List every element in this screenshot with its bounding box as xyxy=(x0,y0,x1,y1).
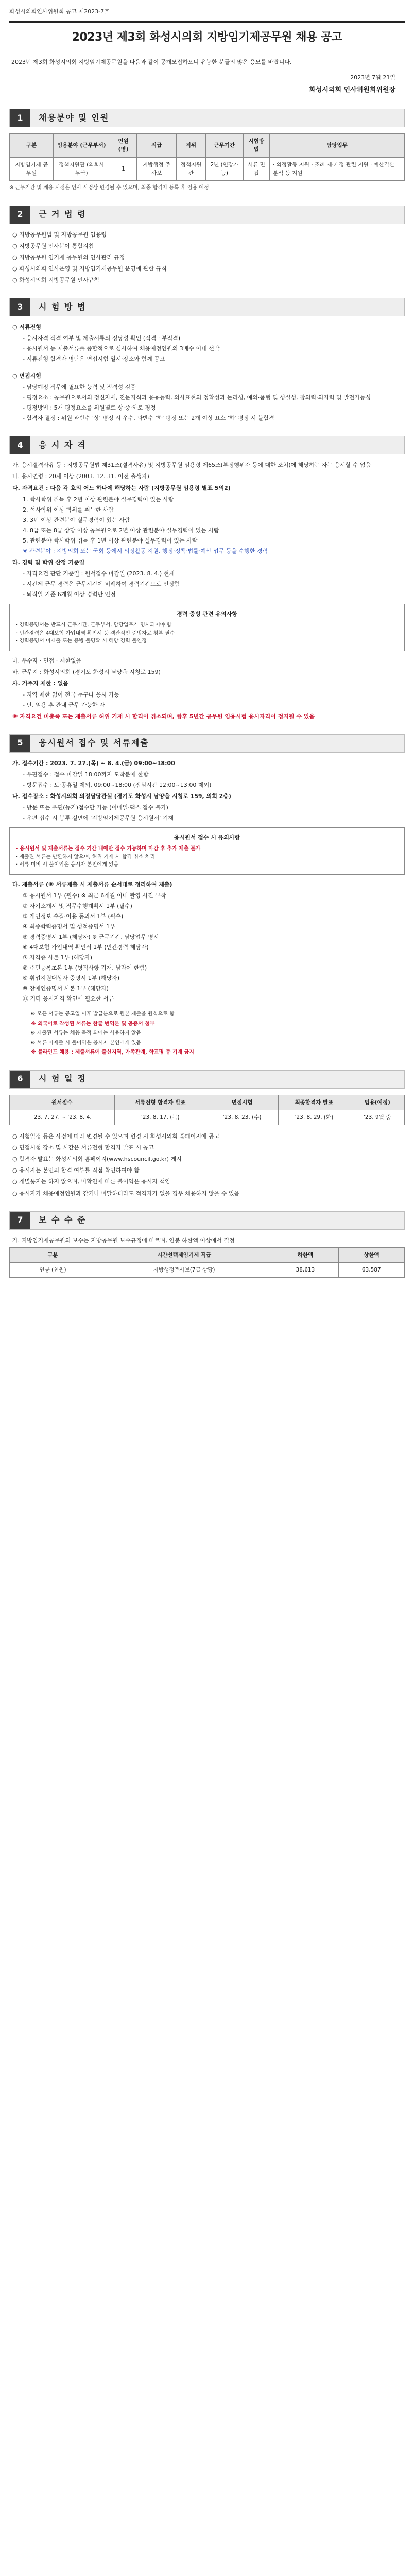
list-item: - 평정방법 : 5개 평정요소를 위원별로 상·중·하로 평정 xyxy=(23,404,156,412)
section-title: 시 험 방 법 xyxy=(30,298,404,316)
table-row xyxy=(10,157,405,181)
table-cell: · 의정활동 지원 · 조례 제·개정 관련 지원 · 예산결산 분석 등 지원 xyxy=(269,157,404,181)
column-header: 서류전형 합격자 발표 xyxy=(114,1095,206,1110)
list-item: ⑧ 주민등록초본 1부 (병적사항 기재, 남자에 한함) xyxy=(23,964,147,972)
table-cell: '23. 7. 27. ~ '23. 8. 4. xyxy=(10,1110,115,1125)
table-cell: 지방행정주사보(7급 상당) xyxy=(96,1262,272,1277)
list-item: - 지역 제한 없이 전국 누구나 응시 가능 xyxy=(23,691,119,698)
list-item: 나. 응시연령 : 20세 이상 (2003. 12. 31. 이전 출생자) xyxy=(12,473,149,480)
column-header: 임용분야 (근무부서) xyxy=(54,134,110,158)
table-cell: 63,587 xyxy=(338,1262,404,1277)
doc-note: ※ 서류 미제출 시 불이익은 응시자 본인에게 있음 xyxy=(31,1040,142,1046)
list-item: ⑨ 취업지원대상자 증명서 1부 (해당자) xyxy=(23,975,120,982)
list-heading: ○ 서류전형 xyxy=(12,324,41,331)
box-title: 응시원서 접수 시 유의사항 xyxy=(174,834,240,841)
column-header: 직급 xyxy=(137,134,177,158)
notice-box xyxy=(9,604,405,651)
section-header-law xyxy=(9,206,405,224)
table-cell: 지방행정 주사보 xyxy=(137,157,177,181)
table-row xyxy=(10,1262,405,1277)
list-item: ○ 화성시의회 인사운영 및 지방임기제공무원 운영에 관한 규칙 xyxy=(12,265,167,272)
table-cell: '23. 8. 23. (수) xyxy=(206,1110,278,1125)
list-item: - 방문 또는 우편(등기)접수만 가능 (이메일·팩스 접수 불가) xyxy=(23,804,168,811)
column-header: 직위 xyxy=(176,134,205,158)
list-item: 마. 우수자 · 면접 · 제한없음 xyxy=(12,657,82,664)
table-cell: 1 xyxy=(110,157,137,181)
list-item: - 자격요건 판단 기준일 : 원서접수 마감일 (2023. 8. 4.) 현재 xyxy=(23,570,175,577)
column-header: 원서접수 xyxy=(10,1095,115,1110)
list-item: - 응시자격 적격 여부 및 제출서류의 정당성 확인 (적격 · 부적격) xyxy=(23,335,181,342)
table-cell: 정책지원관 xyxy=(176,157,205,181)
list-heading: 다. 제출서류 (※ 서류제출 시 제출서류 순서대로 정리하여 제출) xyxy=(12,880,173,888)
list-item: · 응시원서 및 제출서류는 접수 기간 내에만 접수 가능하며 마감 후 추가 제출 불가 xyxy=(16,846,201,852)
list-item: · 경력증명서는 반드시 근무기간, 근무부서, 담당업무가 명시되어야 함 xyxy=(16,622,172,629)
table-cell: '23. 8. 17. (목) xyxy=(114,1110,206,1125)
section-title: 응 시 자 격 xyxy=(30,436,404,454)
section-title: 시 험 일 정 xyxy=(30,1071,404,1088)
list-item: ○ 개별통지는 하지 않으며, 미확인에 따른 불이익은 응시자 책임 xyxy=(12,1178,170,1185)
section-title: 근 거 법 령 xyxy=(30,206,404,224)
doc-note: ※ 외국어로 작성된 서류는 한글 번역본 및 공증서 첨부 xyxy=(31,1021,155,1027)
list-item: · 민간경력은 4대보험 가입내역 확인서 등 객관적인 증빙자료 첨부 필수 xyxy=(16,630,175,636)
table-header-row xyxy=(10,134,405,158)
section-header-recruitment xyxy=(9,109,405,127)
list-item: - 우편접수 : 접수 마감일 18:00까지 도착분에 한함 xyxy=(23,771,149,778)
section-number: 3 xyxy=(10,298,30,316)
list-item: ④ 최종학력증명서 및 성적증명서 1부 xyxy=(23,923,115,930)
section-title: 보 수 수 준 xyxy=(30,1212,404,1229)
list-item: 바. 근무지 : 화성시의회 (경기도 화성시 남양읍 시청로 159) xyxy=(12,668,161,675)
list-item: 2. 석사학위 이상 학위를 취득한 사람 xyxy=(23,506,114,513)
page-title: 2023년 제3회 화성시의회 지방임기제공무원 채용 공고 xyxy=(72,31,342,44)
schedule-table xyxy=(9,1095,405,1126)
list-item: ○ 응시자는 본인의 합격 여부를 직접 확인하여야 함 xyxy=(12,1167,140,1174)
column-header: 구분 xyxy=(10,134,54,158)
list-item: - 단, 임용 후 관내 근무 가능한 자 xyxy=(23,701,105,708)
column-header: 담당업무 xyxy=(269,134,404,158)
column-header: 임용(예정) xyxy=(350,1095,405,1110)
list-heading: 가. 접수기간 : 2023. 7. 27.(목) ~ 8. 4.(금) 09:00~18:00 xyxy=(12,759,175,767)
section-number: 7 xyxy=(10,1212,30,1229)
list-item: ⑩ 장애인증명서 사본 1부 (해당자) xyxy=(23,985,109,992)
list-item: · 경력증명서 미제출 또는 증빙 불명확 시 해당 경력 불인정 xyxy=(16,638,147,645)
section-header-qualification xyxy=(9,436,405,454)
list-item: - 평정요소 : 공무원으로서의 정신자세, 전문지식과 응용능력, 의사표현의 정확성과 논리성, 예의·품행 및 성실성, 창의력·의지력 및 발전가능성 xyxy=(23,394,371,401)
list-item: ⑤ 경력증명서 1부 (해당자) ※ 근무기간, 담당업무 명시 xyxy=(23,933,159,940)
table-cell: 서류 면접 xyxy=(243,157,269,181)
section-header-pay xyxy=(9,1211,405,1230)
column-header: 시험방법 xyxy=(243,134,269,158)
table-cell: '23. 8. 29. (화) xyxy=(278,1110,350,1125)
list-item: 1. 학사학위 취득 후 2년 이상 관련분야 실무경력이 있는 사람 xyxy=(23,496,174,503)
section-header-application xyxy=(9,734,405,753)
notice-number: 화성시의회인사위원회 공고 제2023-7호 xyxy=(9,8,110,15)
list-item: 3. 3년 이상 관련분야 실무경력이 있는 사람 xyxy=(23,516,130,523)
box-title: 경력 증빙 관련 유의사항 xyxy=(177,611,237,618)
list-item: ○ 지방공무원법 및 지방공무원 임용령 xyxy=(12,231,107,238)
list-item: ○ 합격자 발표는 화성시의회 홈페이지(www.hscouncil.go.kr) 게시 xyxy=(12,1156,182,1163)
list-item: 가. 응시결격사유 등 : 지방공무원법 제31조(결격사유) 및 지방공무원 임용령 제65조(부정행위자 등에 대한 조치)에 해당하는 자는 응시할 수 없음 xyxy=(12,462,371,469)
column-header: 하한액 xyxy=(272,1247,338,1262)
list-item: · 서류 미비 시 불이익은 응시자 본인에게 있음 xyxy=(16,862,119,868)
list-item: - 퇴직일 기준 6개월 이상 경력만 인정 xyxy=(23,591,116,598)
section-number: 1 xyxy=(10,109,30,127)
list-item: 5. 관련분야 학사학위 취득 후 1년 이상 관련분야 실무경력이 있는 사람 xyxy=(23,537,198,544)
column-header: 면접시험 xyxy=(206,1095,278,1110)
column-header: 시간선택제임기제 직급 xyxy=(96,1247,272,1262)
list-heading: ○ 면접시험 xyxy=(12,372,41,380)
field-note: ※ 관련분야 : 지방의회 또는 국회 등에서 의정활동 지원, 행정·정책·법률·예산 업무 등을 수행한 경력 xyxy=(23,547,268,554)
list-item: 4. 8급 또는 8급 상당 이상 공무원으로 2년 이상 관련분야 실무경력이 있는 사람 xyxy=(23,527,219,534)
list-item: - 담당예정 직무에 필요한 능력 및 적격성 검증 xyxy=(23,384,136,391)
list-item: ○ 시험일정 등은 사정에 따라 변경될 수 있으며 변경 시 화성시의회 홈페이지에 공고 xyxy=(12,1133,220,1140)
list-item: - 합격자 결정 : 위원 과반수 '상' 평정 시 우수, 과반수 '하' 평정 또는 2개 이상 요소 '하' 평정 시 불합격 xyxy=(23,415,274,422)
section-number: 6 xyxy=(10,1071,30,1088)
title-box xyxy=(9,21,405,52)
column-header: 근무기간 xyxy=(205,134,243,158)
list-item: ③ 개인정보 수집·이용 동의서 1부 (필수) xyxy=(23,912,124,920)
intro-text: 2023년 제3회 화성시의회 지방임기제공무원을 다음과 같이 공개모집하오니 유능한 분들의 많은 응모를 바랍니다. xyxy=(11,59,292,66)
list-item: ○ 지방공무원 임기제 공무원의 인사관리 규정 xyxy=(12,253,125,261)
list-item: ① 응시원서 1부 (필수) ※ 최근 6개월 이내 촬영 사진 부착 xyxy=(23,892,166,899)
section-number: 2 xyxy=(10,206,30,224)
section-title: 응시원서 접수 및 서류제출 xyxy=(30,735,404,752)
issuing-organization: 화성시의회 인사위원회위원장 xyxy=(309,86,395,94)
column-header: 인원 (명) xyxy=(110,134,137,158)
table-header-row xyxy=(10,1095,405,1110)
table-cell: 2년 (연장가능) xyxy=(205,157,243,181)
notice-box xyxy=(9,827,405,875)
section-title: 채용분야 및 인원 xyxy=(30,109,404,127)
column-header: 구분 xyxy=(10,1247,96,1262)
table-cell: 38,613 xyxy=(272,1262,338,1277)
table-cell: '23. 9월 중 xyxy=(350,1110,405,1125)
list-heading: 다. 자격요건 : 다음 각 호의 어느 하나에 해당하는 사람 (지방공무원 임용령 별표 5의2) xyxy=(12,484,231,492)
list-heading: 사. 거주지 제한 : 없음 xyxy=(12,680,68,687)
list-item: ○ 면접시험 장소 및 시간은 서류전형 합격자 발표 시 공고 xyxy=(12,1144,154,1151)
list-item: - 시간제 근무 경력은 근무시간에 비례하여 경력기간으로 인정함 xyxy=(23,580,180,587)
list-item: - 응시원서 등 제출서류를 종합적으로 심사하여 채용예정인원의 3배수 이내 선발 xyxy=(23,345,220,352)
table-row xyxy=(10,1110,405,1125)
notice-date: 2023년 7월 21일 xyxy=(350,74,395,81)
list-item: - 서류전형 합격자 명단은 면접시험 일시·장소와 함께 공고 xyxy=(23,355,165,363)
list-item: ⑥ 4대보험 가입내역 확인서 1부 (민간경력 해당자) xyxy=(23,943,149,951)
list-item: ○ 지방공무원 인사분야 통합지침 xyxy=(12,242,94,249)
column-header: 최종합격자 발표 xyxy=(278,1095,350,1110)
section-number: 5 xyxy=(10,735,30,752)
doc-note: ※ 블라인드 채용 : 제출서류에 출신지역, 가족관계, 학교명 등 기재 금지 xyxy=(31,1049,194,1056)
table-cell: 지방임기제 공무원 xyxy=(10,157,54,181)
doc-note: ※ 모든 서류는 공고일 이후 발급분으로 원본 제출을 원칙으로 함 xyxy=(31,1011,175,1018)
column-header: 상한액 xyxy=(338,1247,404,1262)
doc-note: ※ 제출된 서류는 채용 목적 외에는 사용하지 않음 xyxy=(31,1030,142,1037)
list-heading: 라. 경력 및 학위 산정 기준일 xyxy=(12,558,85,566)
list-item: ② 자기소개서 및 직무수행계획서 1부 (필수) xyxy=(23,902,132,909)
pay-table xyxy=(9,1247,405,1278)
table-header-row xyxy=(10,1247,405,1262)
table-cell: 연봉 (천원) xyxy=(10,1262,96,1277)
list-item: - 방문접수 : 토·공휴일 제외, 09:00~18:00 (점심시간 12:00~13:00 제외) xyxy=(23,781,212,788)
list-item: ○ 응시자가 채용예정인원과 같거나 미달하더라도 적격자가 없을 경우 채용하지 않을 수 있음 xyxy=(12,1190,240,1197)
list-item: ⑦ 자격증 사본 1부 (해당자) xyxy=(23,954,93,961)
list-item: 가. 지방임기제공무원의 보수는 지방공무원 보수규정에 따르며, 연봉 하한액 이상에서 결정 xyxy=(12,1236,235,1244)
section-header-exam xyxy=(9,298,405,316)
table-cell: 정책지원관 (의회사무국) xyxy=(54,157,110,181)
list-heading: 나. 접수장소 : 화성시의회 의정담당관실 (경기도 화성시 남양읍 시청로 159, 의회 2층) xyxy=(12,793,231,800)
recruitment-table xyxy=(9,133,405,181)
list-item: ⑪ 기타 응시자격 확인에 필요한 서류 xyxy=(23,995,114,1003)
list-item: - 우편 접수 시 봉투 겉면에 '지방임기제공무원 응시원서' 기재 xyxy=(23,815,174,822)
warning-text: ※ 자격요건 미충족 또는 제출서류 허위 기재 시 합격이 취소되며, 향후 5년간 공무원 임용시험 응시자격이 정지될 수 있음 xyxy=(12,713,315,720)
list-item: ○ 화성시의회 지방공무원 인사규칙 xyxy=(12,276,99,283)
table-note: ※ 근무기간 및 채용 시점은 인사 사정상 변경될 수 있으며, 최종 합격자 등록 후 임용 예정 xyxy=(9,185,209,191)
section-number: 4 xyxy=(10,436,30,454)
list-item: · 제출된 서류는 반환하지 않으며, 허위 기재 시 합격 취소 처리 xyxy=(16,854,155,860)
section-header-schedule xyxy=(9,1070,405,1089)
